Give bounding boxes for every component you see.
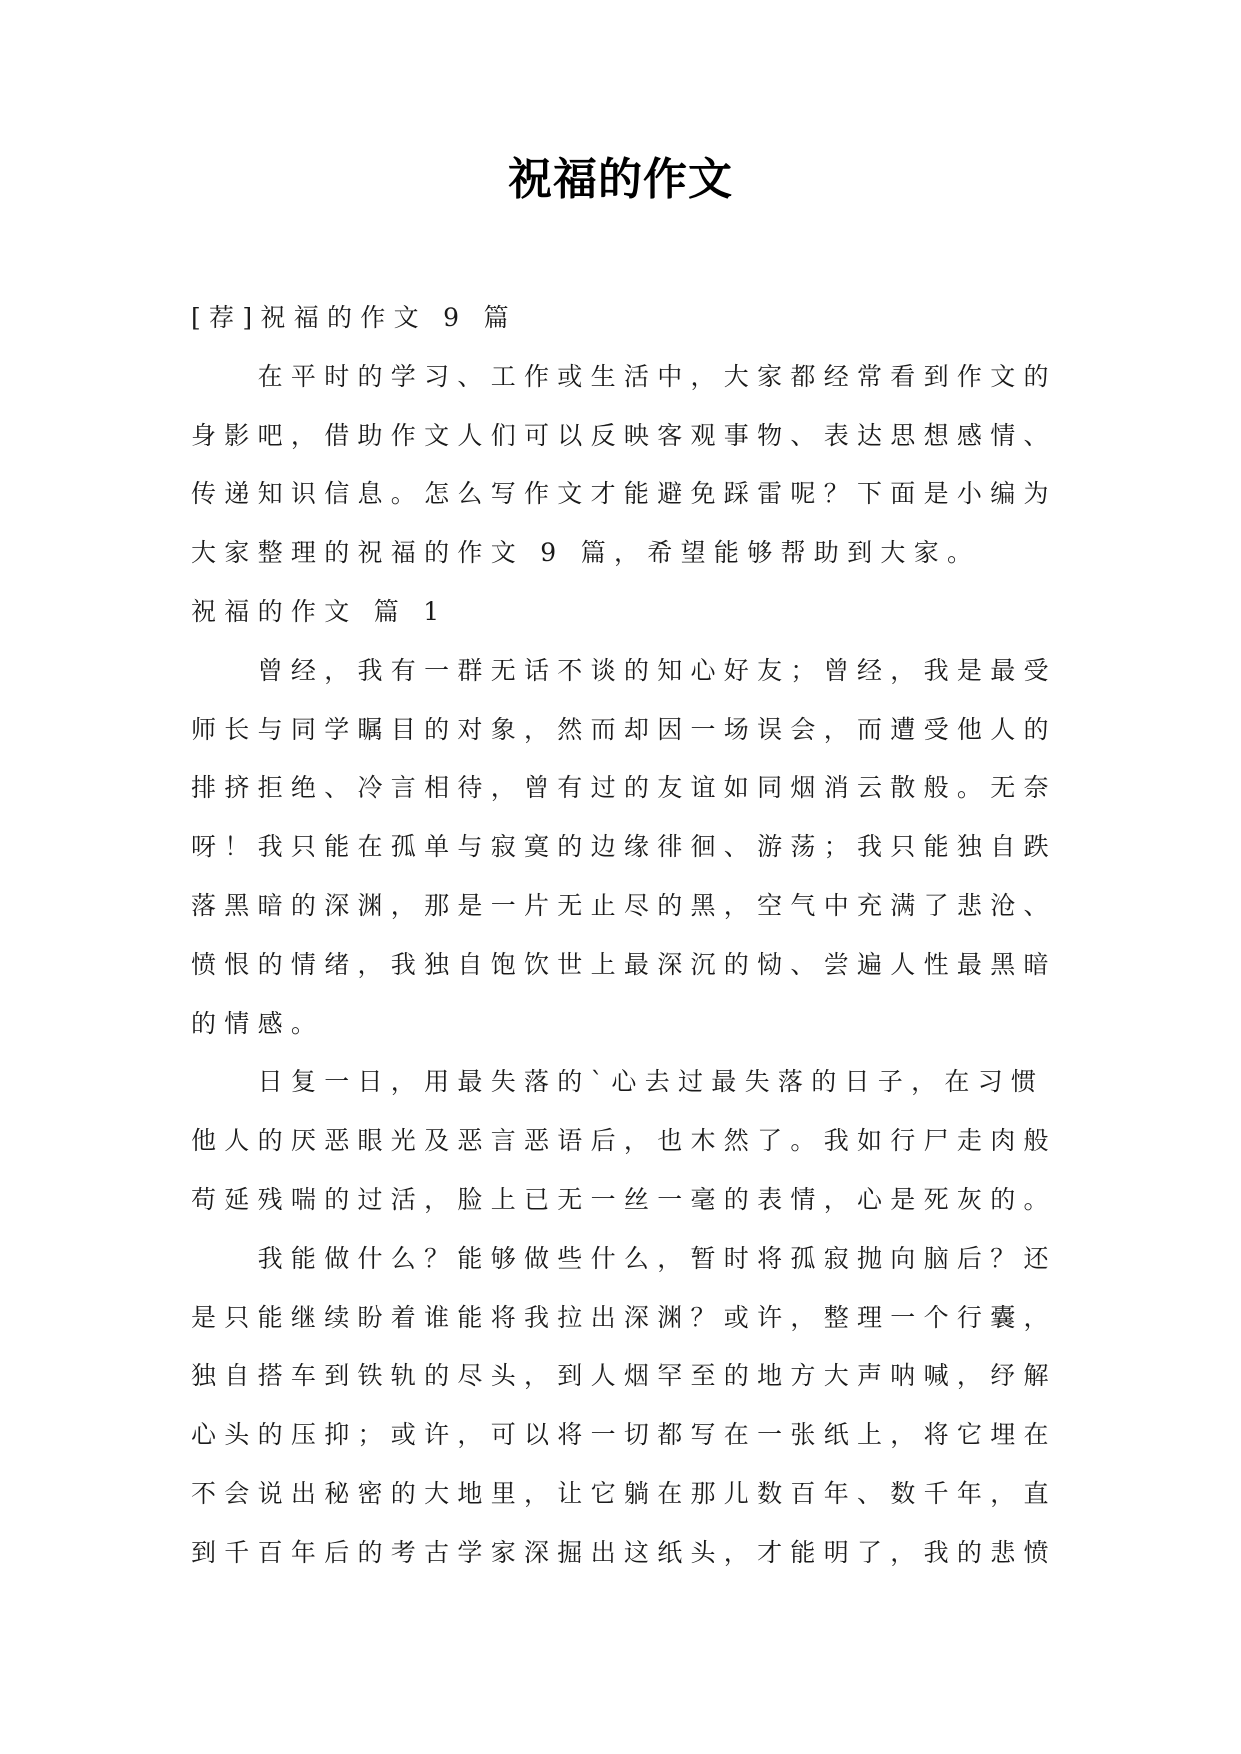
section-heading: 祝福的作文 篇 1	[191, 596, 448, 626]
document-title: 祝福的作文	[508, 154, 733, 205]
paragraph-line: 日复一日，用最失落的`心去过最失落的日子，在习惯	[257, 1067, 1045, 1097]
paragraph-line: 是只能继续盼着谁能将我拉出深渊？或许，整理一个行囊，	[191, 1302, 1057, 1332]
paragraph	[191, 1053, 1191, 1229]
paragraph-line: 不会说出秘密的大地里，让它躺在那儿数百年、数千年，直	[191, 1478, 1057, 1508]
paragraph	[191, 1230, 1191, 1583]
paragraph-line: 苟延残喘的过活，脸上已无一丝一毫的表情，心是死灰的。	[191, 1184, 1057, 1214]
paragraph-line: 愤恨的情绪，我独自饱饮世上最深沉的恸、尝遍人性最黑暗	[191, 949, 1057, 979]
paragraph-line: 大家整理的祝福的作文 9 篇，希望能够帮助到大家。	[191, 538, 981, 568]
intro-paragraph	[191, 348, 1191, 583]
paragraph-line: 曾经，我有一群无话不谈的知心好友；曾经，我是最受	[257, 655, 1057, 685]
paragraph-line: 传递知识信息。怎么写作文才能避免踩雷呢？下面是小编为	[191, 479, 1057, 509]
paragraph-line: 心头的压抑；或许，可以将一切都写在一张纸上，将它埋在	[191, 1420, 1057, 1450]
header-line: [荐]祝福的作文 9 篇	[191, 303, 517, 332]
section	[191, 583, 1191, 1583]
paragraph-line: 到千百年后的考古学家深掘出这纸头，才能明了，我的悲愤	[191, 1537, 1057, 1567]
document-body	[191, 289, 1191, 1583]
paragraph-line: 师长与同学瞩目的对象，然而却因一场误会，而遭受他人的	[191, 714, 1057, 744]
paragraph-line: 落黑暗的深渊，那是一片无止尽的黑，空气中充满了悲沧、	[191, 890, 1057, 920]
paragraph-line: 呀！我只能在孤单与寂寞的边缘徘徊、游荡；我只能独自跌	[191, 832, 1057, 862]
paragraph-line: 我能做什么？能够做些什么，暂时将孤寂抛向脑后？还	[257, 1243, 1057, 1273]
paragraph-line: 排挤拒绝、冷言相待，曾有过的友谊如同烟消云散般。无奈	[191, 773, 1057, 803]
paragraph-line: 在平时的学习、工作或生活中，大家都经常看到作文的	[257, 361, 1057, 391]
paragraph-line: 他人的厌恶眼光及恶言恶语后，也木然了。我如行尸走肉般	[191, 1126, 1057, 1156]
paragraph-line: 身影吧，借助作文人们可以反映客观事物、表达思想感情、	[191, 420, 1057, 450]
paragraph-line: 的情感。	[191, 1008, 325, 1038]
paragraph	[191, 642, 1191, 1054]
paragraph-line: 独自搭车到铁轨的尽头，到人烟罕至的地方大声呐喊，纾解	[191, 1361, 1057, 1391]
